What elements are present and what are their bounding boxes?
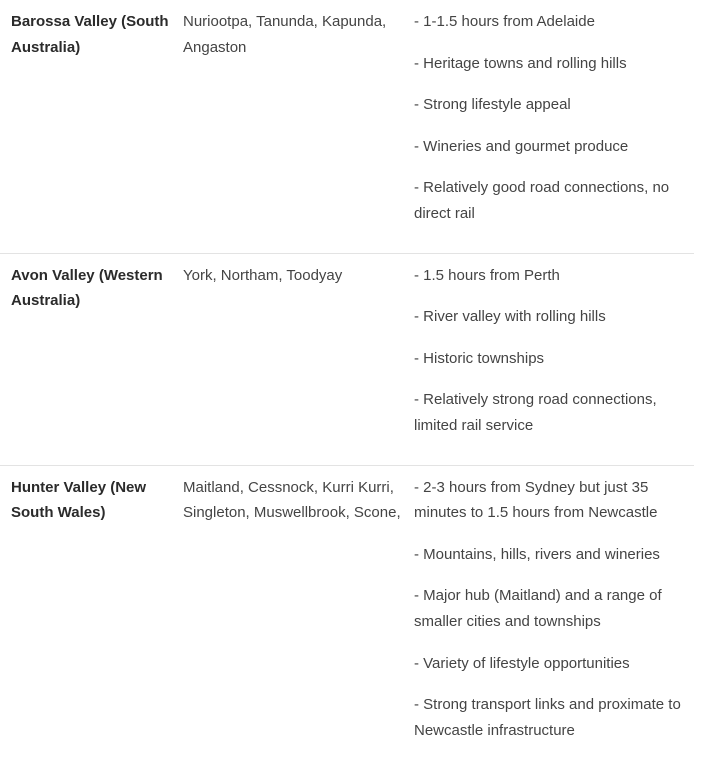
towns-cell — [172, 465, 403, 743]
feature-item: - Variety of lifestyle opportunities — [414, 654, 630, 672]
region-towns: Nuriootpa, Tanunda, Kapunda, Angaston — [183, 13, 387, 56]
region-towns: York, Northam, Toodyay — [183, 266, 343, 284]
feature-item: - Wineries and gourmet produce — [414, 137, 629, 155]
features-cell — [403, 0, 694, 253]
feature-item: - 1-1.5 hours from Adelaide — [414, 13, 595, 30]
feature-list — [403, 263, 694, 439]
feature-item: - Historic townships — [414, 349, 545, 367]
feature-item: - 1.5 hours from Perth — [414, 266, 560, 284]
region-towns: Maitland, Cessnock, Kurri Kurri, Singleton, Muswellbrook, Scone, — [183, 478, 401, 522]
region-cell — [0, 253, 172, 465]
region-name: Hunter Valley (New South Wales) — [11, 478, 147, 522]
feature-item: - Relatively good road connections, no direct rail — [414, 179, 670, 222]
feature-item: - Relatively strong road connections, limited rail service — [414, 391, 657, 434]
feature-item: - Heritage towns and rolling hills — [414, 54, 627, 72]
table-row — [0, 465, 694, 743]
feature-item: - Strong transport links and proximate to Newcastle infrastructure — [414, 696, 681, 739]
feature-list — [403, 9, 694, 227]
feature-item: - 2-3 hours from Sydney but just 35 minutes to 1.5 hours from Newcastle — [414, 478, 658, 522]
region-name: Barossa Valley (South Australia) — [11, 13, 169, 56]
table-row — [0, 0, 694, 253]
feature-item: - Major hub (Maitland) and a range of smaller cities and townships — [414, 587, 662, 630]
feature-item: - River valley with rolling hills — [414, 308, 606, 326]
table-row — [0, 253, 694, 465]
region-cell — [0, 465, 172, 743]
region-name: Avon Valley (Western Australia) — [11, 266, 163, 310]
feature-item: - Mountains, hills, rivers and wineries — [414, 545, 660, 563]
region-cell — [0, 0, 172, 253]
features-cell — [403, 253, 694, 465]
towns-cell — [172, 0, 403, 253]
features-cell — [403, 465, 694, 743]
towns-cell — [172, 253, 403, 465]
feature-list — [403, 475, 694, 744]
feature-item: - Strong lifestyle appeal — [414, 96, 571, 114]
